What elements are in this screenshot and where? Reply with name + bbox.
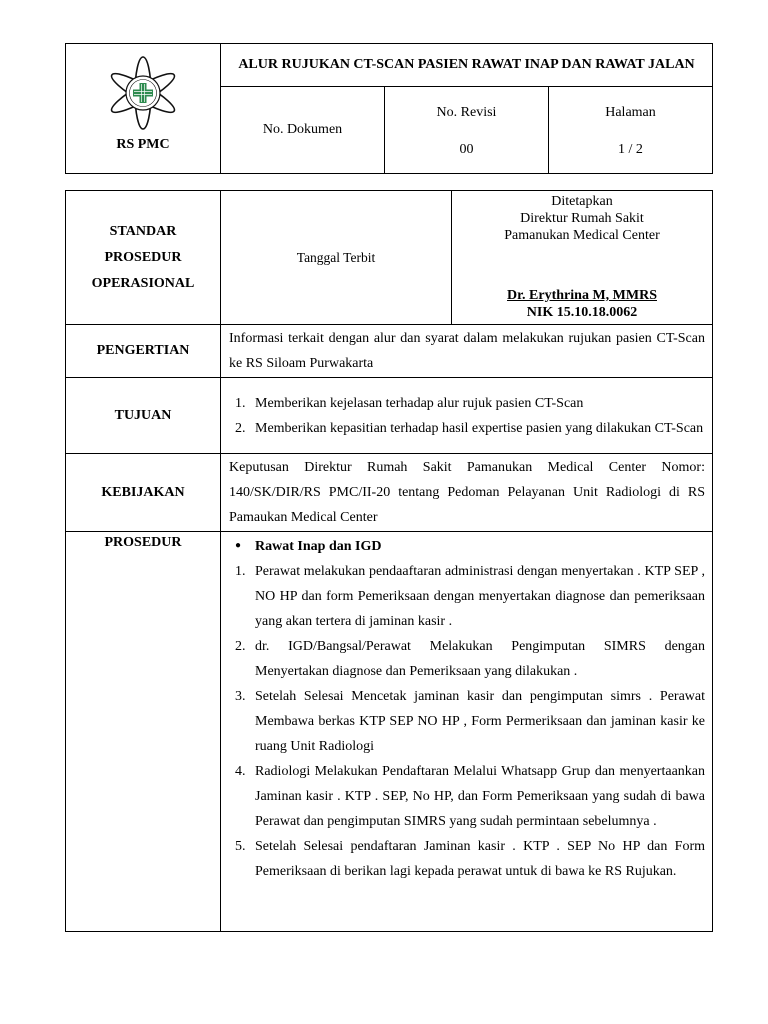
sop-label xyxy=(66,191,221,325)
no-revisi-value: 00 xyxy=(459,142,474,157)
section-title: ● Rawat Inap dan IGD xyxy=(247,533,705,559)
tujuan-list xyxy=(229,391,705,441)
pengertian-label: PENGERTIAN xyxy=(66,325,221,378)
list-item: 3. Setelah Selesai Mencetak jaminan kasir dan pengimputan simrs . Perawat Membawa berkas KTP SEP NO HP , Form Permeriksaan dan jaminan kasir ke ruang Unit Radiologi xyxy=(249,684,705,759)
kebijakan-text: Keputusan Direktur Rumah Sakit Pamanukan Medical Center Nomor: 140/SK/DIR/RS PMC/II-20 tentang Pedoman Pelayanan Unit Radiologi di RS Pamaukan Medical Center xyxy=(221,454,713,532)
signer-name: Dr. Erythrina M, MMRS xyxy=(507,288,657,303)
sop-label-line: PROSEDUR xyxy=(104,249,182,265)
kebijakan-label: KEBIJAKAN xyxy=(66,454,221,532)
halaman-label: Halaman xyxy=(605,105,656,120)
ditetapkan-role: Direktur Rumah Sakit xyxy=(520,211,644,226)
ditetapkan-cell xyxy=(452,191,713,325)
list-item: 4. Radiologi Melakukan Pendaftaran Melalui Whatsapp Grup dan menyertaankan Jaminan kasir . KTP . SEP, No HP, dan Form Pemeriksaan yang sudah di bawa Perawat dan pengimputan SIMRS yang sudah permintaan sebelumnya . xyxy=(249,759,705,834)
prosedur-content xyxy=(221,532,713,932)
no-dokumen-label: No. Dokumen xyxy=(221,87,385,174)
list-item: 1. Perawat melakukan pendaaftaran administrasi dengan menyertakan . KTP SEP , NO HP dan form Pemeriksaan dengan menyertakan diagnose dan pemeriksaan yang akan tertera di jaminan kasir . xyxy=(249,559,705,634)
prosedur-section xyxy=(229,533,705,559)
document-title: ALUR RUJUKAN CT-SCAN PASIEN RAWAT INAP DAN RAWAT JALAN xyxy=(221,44,713,87)
hospital-logo-icon xyxy=(104,52,182,134)
tujuan-label: TUJUAN xyxy=(66,378,221,454)
prosedur-label: PROSEDUR xyxy=(66,532,221,932)
halaman-value: 1 / 2 xyxy=(618,142,643,157)
list-item: 2. Memberikan kepasitian terhadap hasil expertise pasien yang dilakukan CT-Scan xyxy=(249,416,705,441)
no-revisi-cell xyxy=(385,87,549,174)
halaman-cell xyxy=(549,87,713,174)
tujuan-content xyxy=(221,378,713,454)
sop-table xyxy=(65,190,713,932)
no-revisi-label: No. Revisi xyxy=(436,105,497,120)
list-item: 1. Memberikan kejelasan terhadap alur rujuk pasien CT-Scan xyxy=(249,391,705,416)
list-item: 2. dr. IGD/Bangsal/Perawat Melakukan Pengimputan SIMRS dengan Menyertakan diagnose dan Pemeriksaan yang dilakukan . xyxy=(249,634,705,684)
prosedur-steps xyxy=(229,559,705,884)
logo-cell xyxy=(66,44,221,174)
sop-label-line: OPERASIONAL xyxy=(91,275,195,291)
document-header xyxy=(65,43,713,174)
ditetapkan-org: Pamanukan Medical Center xyxy=(504,228,660,243)
organization-name: RS PMC xyxy=(116,137,170,152)
pengertian-text: Informasi terkait dengan alur dan syarat dalam melakukan rujukan pasien CT-Scan ke RS Siloam Purwakarta xyxy=(221,325,713,378)
sop-label-line: STANDAR xyxy=(109,223,177,239)
signer-nik: NIK 15.10.18.0062 xyxy=(526,305,638,320)
list-item: 5. Setelah Selesai pendaftaran Jaminan kasir . KTP . SEP No HP dan Form Pemeriksaan di berikan lagi kepada perawat untuk di bawa ke RS Rujukan. xyxy=(249,834,705,884)
tanggal-terbit-label: Tanggal Terbit xyxy=(221,191,452,325)
ditetapkan-label: Ditetapkan xyxy=(551,194,613,209)
